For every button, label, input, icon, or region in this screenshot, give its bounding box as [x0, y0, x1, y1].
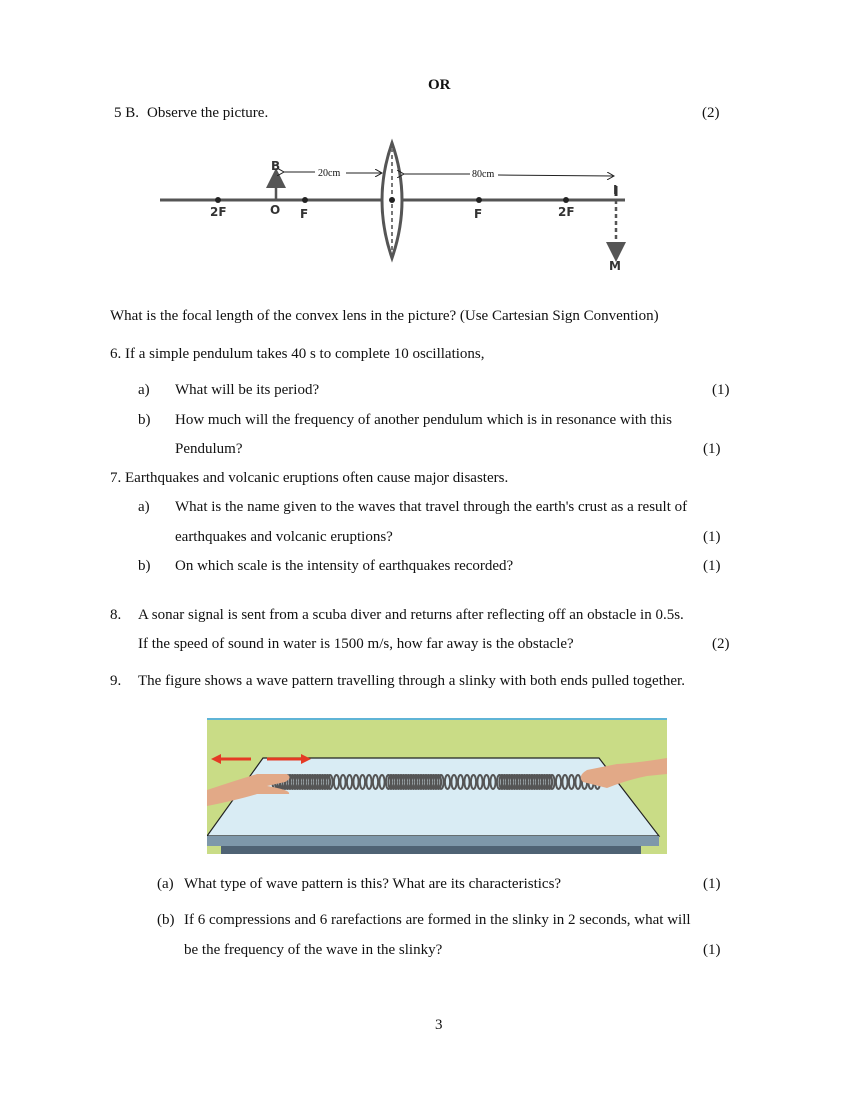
- q9b-text: If 6 compressions and 6 rarefactions are formed in the slinky in 2 seconds, what will: [184, 912, 691, 928]
- q7a-marks: (1): [703, 529, 721, 545]
- q7a-label: a): [138, 499, 150, 515]
- q6a-text: What will be its period?: [175, 382, 320, 398]
- svg-text:2F: 2F: [558, 205, 575, 219]
- q5b-text: Observe the picture.: [147, 105, 269, 121]
- q9-text: The figure shows a wave pattern travelling through a slinky with both ends pulled together.: [138, 673, 685, 689]
- slinky-illustration: [207, 718, 667, 854]
- convex-lens-diagram: [0, 0, 850, 290]
- q6b-marks: (1): [703, 441, 721, 457]
- q7a-text-2: earthquakes and volcanic eruptions?: [175, 529, 393, 545]
- svg-text:F: F: [300, 207, 309, 221]
- q8-text-2: If the speed of sound in water is 1500 m/s, how far away is the obstacle?: [138, 636, 574, 652]
- q7b-label: b): [138, 558, 151, 574]
- q5b-label: 5 B.: [114, 105, 140, 121]
- svg-text:2F: 2F: [210, 205, 227, 219]
- q5b-question: What is the focal length of the convex lens in the picture? (Use Cartesian Sign Convention): [110, 308, 659, 324]
- q7a-text: What is the name given to the waves that travel through the earth's crust as a result of: [175, 499, 688, 515]
- q8-marks: (2): [712, 636, 730, 652]
- q8-number: 8.: [110, 607, 122, 623]
- q6a-marks: (1): [712, 382, 730, 398]
- svg-text:M: M: [609, 259, 621, 273]
- q9b-label: (b): [157, 912, 175, 928]
- q6b-text-2: Pendulum?: [175, 441, 243, 457]
- or-heading: OR: [428, 77, 451, 93]
- object-distance-label: 20cm: [318, 168, 341, 179]
- q9b-text-2: be the frequency of the wave in the slinky?: [184, 942, 443, 958]
- page-number: 3: [435, 1017, 443, 1033]
- q8-text: A sonar signal is sent from a scuba diver and returns after reflecting off an obstacle in 0.5s.: [138, 607, 684, 623]
- image-distance-label: 80cm: [472, 169, 495, 180]
- svg-text:F: F: [474, 207, 483, 221]
- svg-text:O: O: [270, 203, 281, 217]
- q7-stem: 7. Earthquakes and volcanic eruptions often cause major disasters.: [110, 470, 509, 486]
- q9-number: 9.: [110, 673, 122, 689]
- q7b-text: On which scale is the intensity of earthquakes recorded?: [175, 558, 514, 574]
- q5b-marks: (2): [702, 105, 720, 121]
- q9a-marks: (1): [703, 876, 721, 892]
- q6a-label: a): [138, 382, 150, 398]
- q9b-marks: (1): [703, 942, 721, 958]
- svg-text:B: B: [271, 159, 281, 173]
- q9a-text: What type of wave pattern is this? What are its characteristics?: [184, 876, 562, 892]
- q6-stem: 6. If a simple pendulum takes 40 s to complete 10 oscillations,: [110, 346, 485, 362]
- q6b-label: b): [138, 412, 151, 428]
- q6b-text: How much will the frequency of another pendulum which is in resonance with this: [175, 412, 672, 428]
- q9a-label: (a): [157, 876, 174, 892]
- q7b-marks: (1): [703, 558, 721, 574]
- svg-text:I: I: [613, 183, 618, 197]
